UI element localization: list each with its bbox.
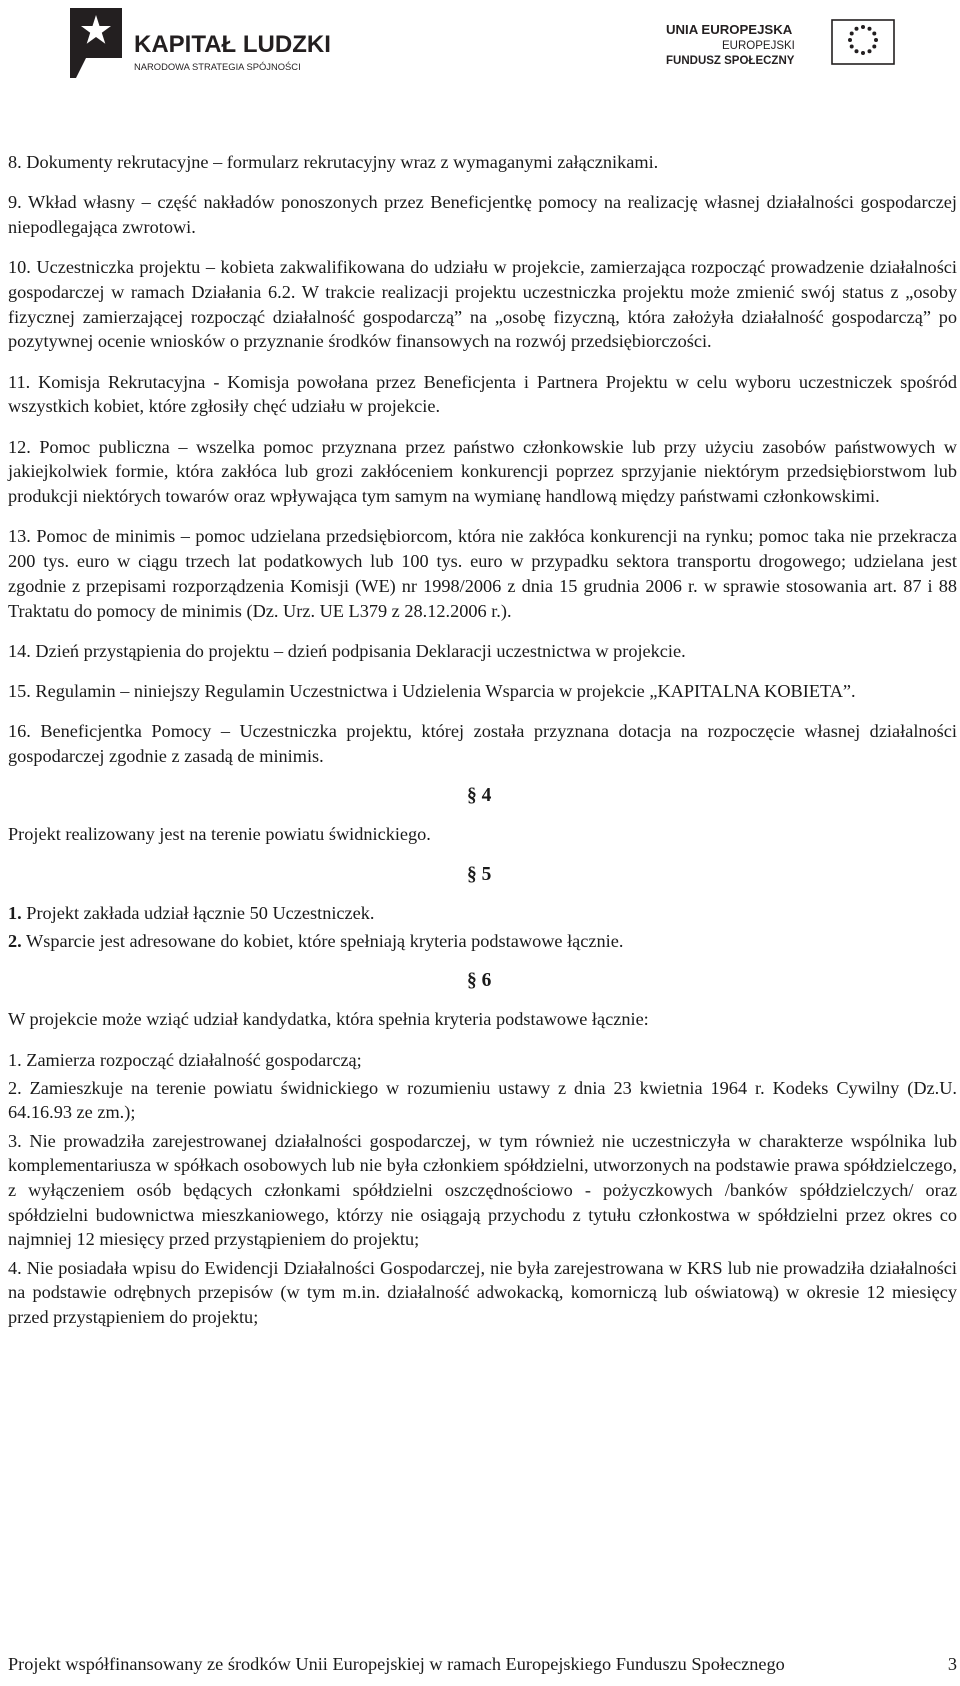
definition-14: 14. Dzień przystąpienia do projektu – dzień podpisania Deklaracji uczestnictwa w projekcie. bbox=[8, 640, 686, 661]
eu-stars-icon bbox=[848, 25, 878, 55]
section-5-item-1 bbox=[8, 901, 957, 926]
eu-logo-line2: EUROPEJSKI bbox=[722, 40, 795, 52]
criteria-item-4: 4. Nie posiadała wpisu do Ewidencji Działalności Gospodarczej, nie była zarejestrowana w KRS lub nie prowadziła działalności na podstawie odrębnych przepisów (w tym m.in. działalność adwokacką, komorniczą lub oświatową) w okresie 12 miesięcy przed przystąpieniem do projektu; bbox=[8, 1257, 957, 1328]
section-4-heading: § 4 bbox=[467, 785, 492, 807]
definition-13: 13. Pomoc de minimis – pomoc udzielana przedsiębiorcom, która nie zakłóca konkurencji na rynku; pomoc taka nie przekracza 200 tys. euro w ciągu trzech lat podatkowych lub 100 tys. euro w przypadku sektora transportu drogowego; udzielana jest zgodnie z przepisami rozporządzenia Komisji (WE) nr 1998/2006 z dnia 15 grudnia 2006 r. w sprawie stosowania art. 87 i 88 Traktatu do pomocy de minimis (Dz. Urz. UE L379 z 28.12.2006 r.). bbox=[8, 526, 957, 621]
criteria-item-2: 2. Zamieszkuje na terenie powiatu świdnickiego w rozumieniu ustawy z dnia 23 kwietnia 1964 r. Kodeks Cywilny (Dz.U. 64.16.93 ze zm.); bbox=[8, 1077, 957, 1123]
footer-text: Projekt współfinansowany ze środków Unii Europejskiej w ramach Europejskiego Funduszu Społecznego bbox=[8, 1654, 785, 1674]
eu-efs-logo bbox=[664, 18, 899, 78]
criteria-item-1: 1. Zamierza rozpocząć działalność gospodarczą; bbox=[8, 1049, 362, 1070]
definition-16: 16. Beneficjentka Pomocy – Uczestniczka projektu, której została przyznana dotacja na rozpoczęcie własnej działalności gospodarczej zgodnie z zasadą de minimis. bbox=[8, 721, 957, 767]
logo-left-subtitle: NARODOWA STRATEGIA SPÓJNOŚCI bbox=[134, 61, 301, 72]
definition-15: 15. Regulamin – niniejszy Regulamin Uczestnictwa i Udzielenia Wsparcia w projekcie „KAPITALNA KOBIETA”. bbox=[8, 681, 856, 702]
section-5-heading: § 5 bbox=[467, 863, 492, 885]
page-footer bbox=[8, 1652, 957, 1676]
page-number: 3 bbox=[947, 1654, 957, 1674]
section-6-heading: § 6 bbox=[467, 970, 492, 992]
eu-logo-line1: UNIA EUROPEJSKA bbox=[666, 22, 793, 37]
kapital-ludzki-logo bbox=[64, 2, 394, 84]
document-body bbox=[8, 150, 957, 1333]
eu-logo-line3: FUNDUSZ SPOŁECZNY bbox=[666, 55, 795, 67]
definition-9: 9. Wkład własny – część nakładów ponoszonych przez Beneficjentkę pomocy na realizację własnej działalności gospodarczej niepodlegająca zwrotowi. bbox=[8, 192, 957, 237]
definition-10: 10. Uczestniczka projektu – kobieta zakwalifikowana do udziału w projekcie, zamierzająca rozpocząć prowadzenie działalności gospodarczej w ramach Działania 6.2. W trakcie realizacji projektu uczestniczka projektu może zmienić swój status z „osoby fizycznej zamierzającej rozpocząć działalność gospodarczą” na „osobę fizyczną, która założyła działalność gospodarczą” po pozytywnej ocenie wniosków o przyznanie środków finansowych na rozwój przedsiębiorczości. bbox=[8, 257, 957, 352]
section-4-text: Projekt realizowany jest na terenie powiatu świdnickiego. bbox=[8, 824, 431, 845]
definition-11: 11. Komisja Rekrutacyjna - Komisja powołana przez Beneficjenta i Partnera Projektu w celu wyboru uczestniczek spośród wszystkich kobiet, które zgłosiły chęć udziału w projekcie. bbox=[8, 371, 957, 417]
section-5-item-2-number: 2. bbox=[8, 930, 22, 951]
definition-12: 12. Pomoc publiczna – wszelka pomoc przyznana przez państwo członkowskie lub przy użyciu zasobów państwowych w jakiejkolwiek formie, która zakłóca lub grozi zakłóceniem konkurencji poprzez sprzyjanie niektórym przedsiębiorstwom lub produkcji niektórych towarów oraz wpływająca tym samym na wymianę handlową między państwami członkowskimi. bbox=[8, 436, 957, 507]
definition-8: 8. Dokumenty rekrutacyjne – formularz rekrutacyjny wraz z wymaganymi załącznikami. bbox=[8, 152, 659, 172]
section-5-item-2-text: Wsparcie jest adresowane do kobiet, które spełniają kryteria podstawowe łącznie. bbox=[21, 930, 624, 951]
criteria-item-3: 3. Nie prowadziła zarejestrowanej działalności gospodarczej, w tym również nie uczestniczyła w charakterze wspólnika lub komplementariusza w spółkach osobowych lub nie była członkiem spółdzielni, utworzonych na podstawie prawa spółdzielczego, z wyłączeniem osób będących członkami spółdzielni oszczędnościowo - pożyczkowych /banków spółdzielczych/ oraz spółdzielni budownictwa mieszkaniowego, którzy nie osiągają przychodu z tytułu członkostwa w spółdzielni przez okres co najmniej 12 miesięcy przed przystąpieniem do projektu; bbox=[8, 1130, 957, 1250]
section-5-item-1-text: Projekt zakłada udział łącznie 50 Uczestniczek. bbox=[21, 902, 375, 923]
logo-left-title: KAPITAŁ LUDZKI bbox=[134, 31, 331, 58]
page-header bbox=[0, 0, 960, 92]
section-5-item-1-number: 1. bbox=[8, 902, 22, 923]
section-5-item-2 bbox=[8, 929, 957, 954]
section-6-intro: W projekcie może wziąć udział kandydatka, która spełnia kryteria podstawowe łącznie: bbox=[8, 1009, 649, 1030]
